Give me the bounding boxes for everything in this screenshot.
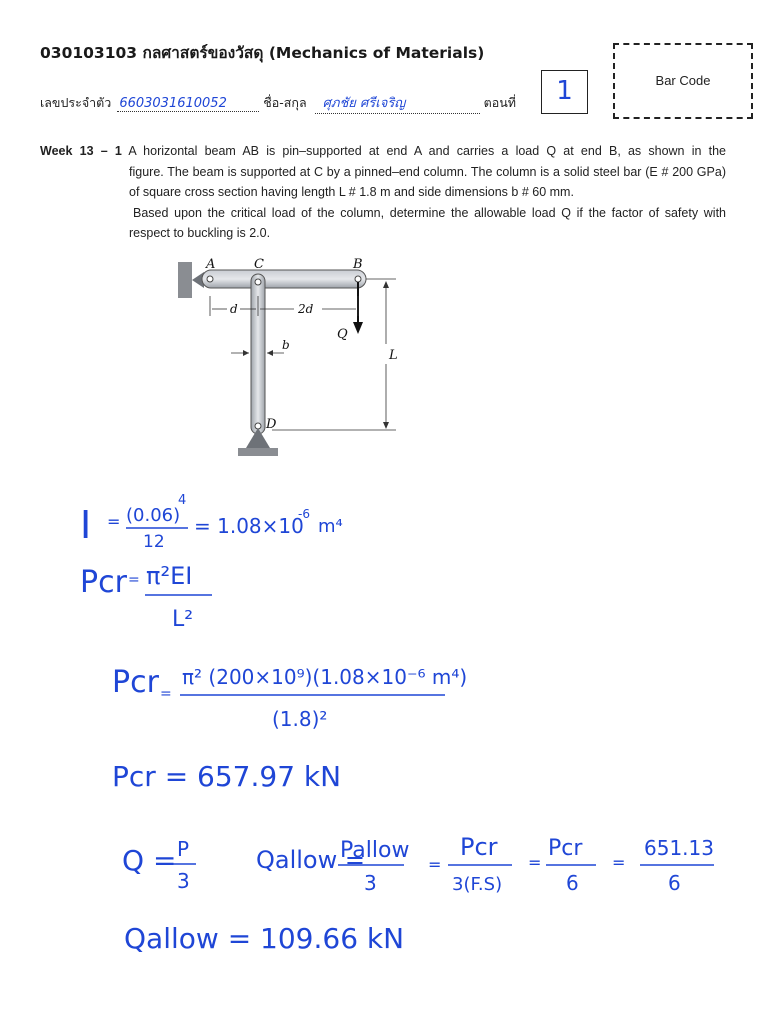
load-q-arrowhead	[353, 322, 363, 334]
ground-base	[238, 448, 278, 456]
svg-text:=: =	[612, 853, 626, 872]
name-label: ชื่อ-สกุล	[263, 95, 307, 110]
svg-text:=: =	[107, 512, 121, 531]
student-info-row	[40, 92, 516, 114]
pcr2-den: (1.8)²	[272, 707, 328, 731]
name-field[interactable]	[315, 92, 480, 114]
qallow-f3-den: 6	[566, 871, 579, 895]
student-id-label: เลขประจำตัว	[40, 95, 112, 110]
problem-heading: Week 13 – 1	[40, 144, 122, 158]
name-value: ศุภชัย ศรีเจริญ	[322, 96, 406, 111]
qallow-f1-den: 3	[364, 871, 377, 895]
problem-line-3: Based upon the critical load of the column, determine the allowable load Q if the factor of safety with respect to buckling is 2.0.	[129, 205, 726, 241]
qallow-f2-num: Pcr	[460, 833, 498, 861]
svg-text:=: =	[428, 855, 442, 874]
pcr-formula-num: π²EI	[146, 562, 193, 590]
problem-line-1: A horizontal beam AB is pin–supported at end A and carries a load Q at end B, as shown in the	[128, 144, 726, 158]
qallow-lhs: Qallow =	[256, 846, 365, 874]
svg-text:=: =	[528, 853, 542, 872]
q-eq: Q =	[122, 844, 177, 877]
qallow-f1-num: Pallow	[340, 838, 410, 863]
beam-column-figure	[176, 252, 406, 468]
i-unit: m⁴	[318, 516, 343, 537]
problem-line-2: figure. The beam is supported at C by a pinned–end column. The column is a solid steel bar (E # 200 GPa) of square cross section having length L # 1.8 m and side dimensions b # 60 mm.	[129, 164, 726, 200]
pcr2-lhs: Pcr	[112, 665, 159, 700]
problem-statement	[40, 141, 726, 244]
wall-support	[178, 262, 192, 298]
beam-ab	[202, 270, 366, 288]
label-q: Q	[337, 327, 348, 342]
handwritten-solution	[0, 480, 768, 1020]
barcode-label: Bar Code	[655, 73, 711, 88]
i-lhs: I	[80, 503, 92, 547]
qallow-f2-den: 3(F.S)	[452, 874, 503, 895]
qallow-result: Qallow = 109.66 kN	[124, 922, 405, 955]
svg-text:=: =	[160, 686, 172, 702]
i-den: 12	[143, 532, 165, 552]
pcr-formula-den: L²	[172, 607, 194, 632]
dim-d: d	[230, 302, 238, 316]
pcr-lhs: Pcr	[80, 565, 127, 600]
dim-l: L	[389, 348, 398, 363]
dim-2d: 2d	[298, 302, 314, 316]
label-d: D	[266, 417, 277, 432]
i-num: (0.06)	[126, 505, 181, 526]
section-box[interactable]	[541, 70, 588, 114]
pcr-value: Pcr = 657.97 kN	[112, 760, 342, 793]
student-id-field[interactable]	[117, 95, 259, 112]
i-result-exp: -6	[298, 507, 310, 521]
pin-c	[255, 279, 261, 285]
i-exp: 4	[178, 493, 187, 508]
pcr2-num: π² (200×10⁹)(1.08×10⁻⁶ m⁴)	[182, 665, 468, 689]
page-title: 030103103 กลศาสตร์ของวัสดุ (Mechanics of Materials)	[40, 44, 485, 62]
dim-b: b	[282, 338, 290, 352]
qallow-f4-num: 651.13	[644, 836, 714, 860]
q-num: P	[177, 837, 190, 861]
qallow-f3-num: Pcr	[548, 836, 583, 861]
q-den: 3	[177, 869, 190, 893]
label-b: B	[353, 257, 363, 272]
pin-a	[207, 276, 213, 282]
label-a: A	[206, 257, 216, 272]
section-label: ตอนที่	[483, 95, 517, 110]
section-value: 1	[556, 76, 573, 106]
i-result: = 1.08×10	[194, 514, 304, 538]
svg-text:=: =	[128, 572, 140, 588]
label-c: C	[254, 257, 264, 272]
barcode-box	[613, 43, 753, 119]
student-id-value: 6603031610052	[119, 96, 227, 111]
pin-b	[355, 276, 361, 282]
qallow-f4-den: 6	[668, 871, 681, 895]
